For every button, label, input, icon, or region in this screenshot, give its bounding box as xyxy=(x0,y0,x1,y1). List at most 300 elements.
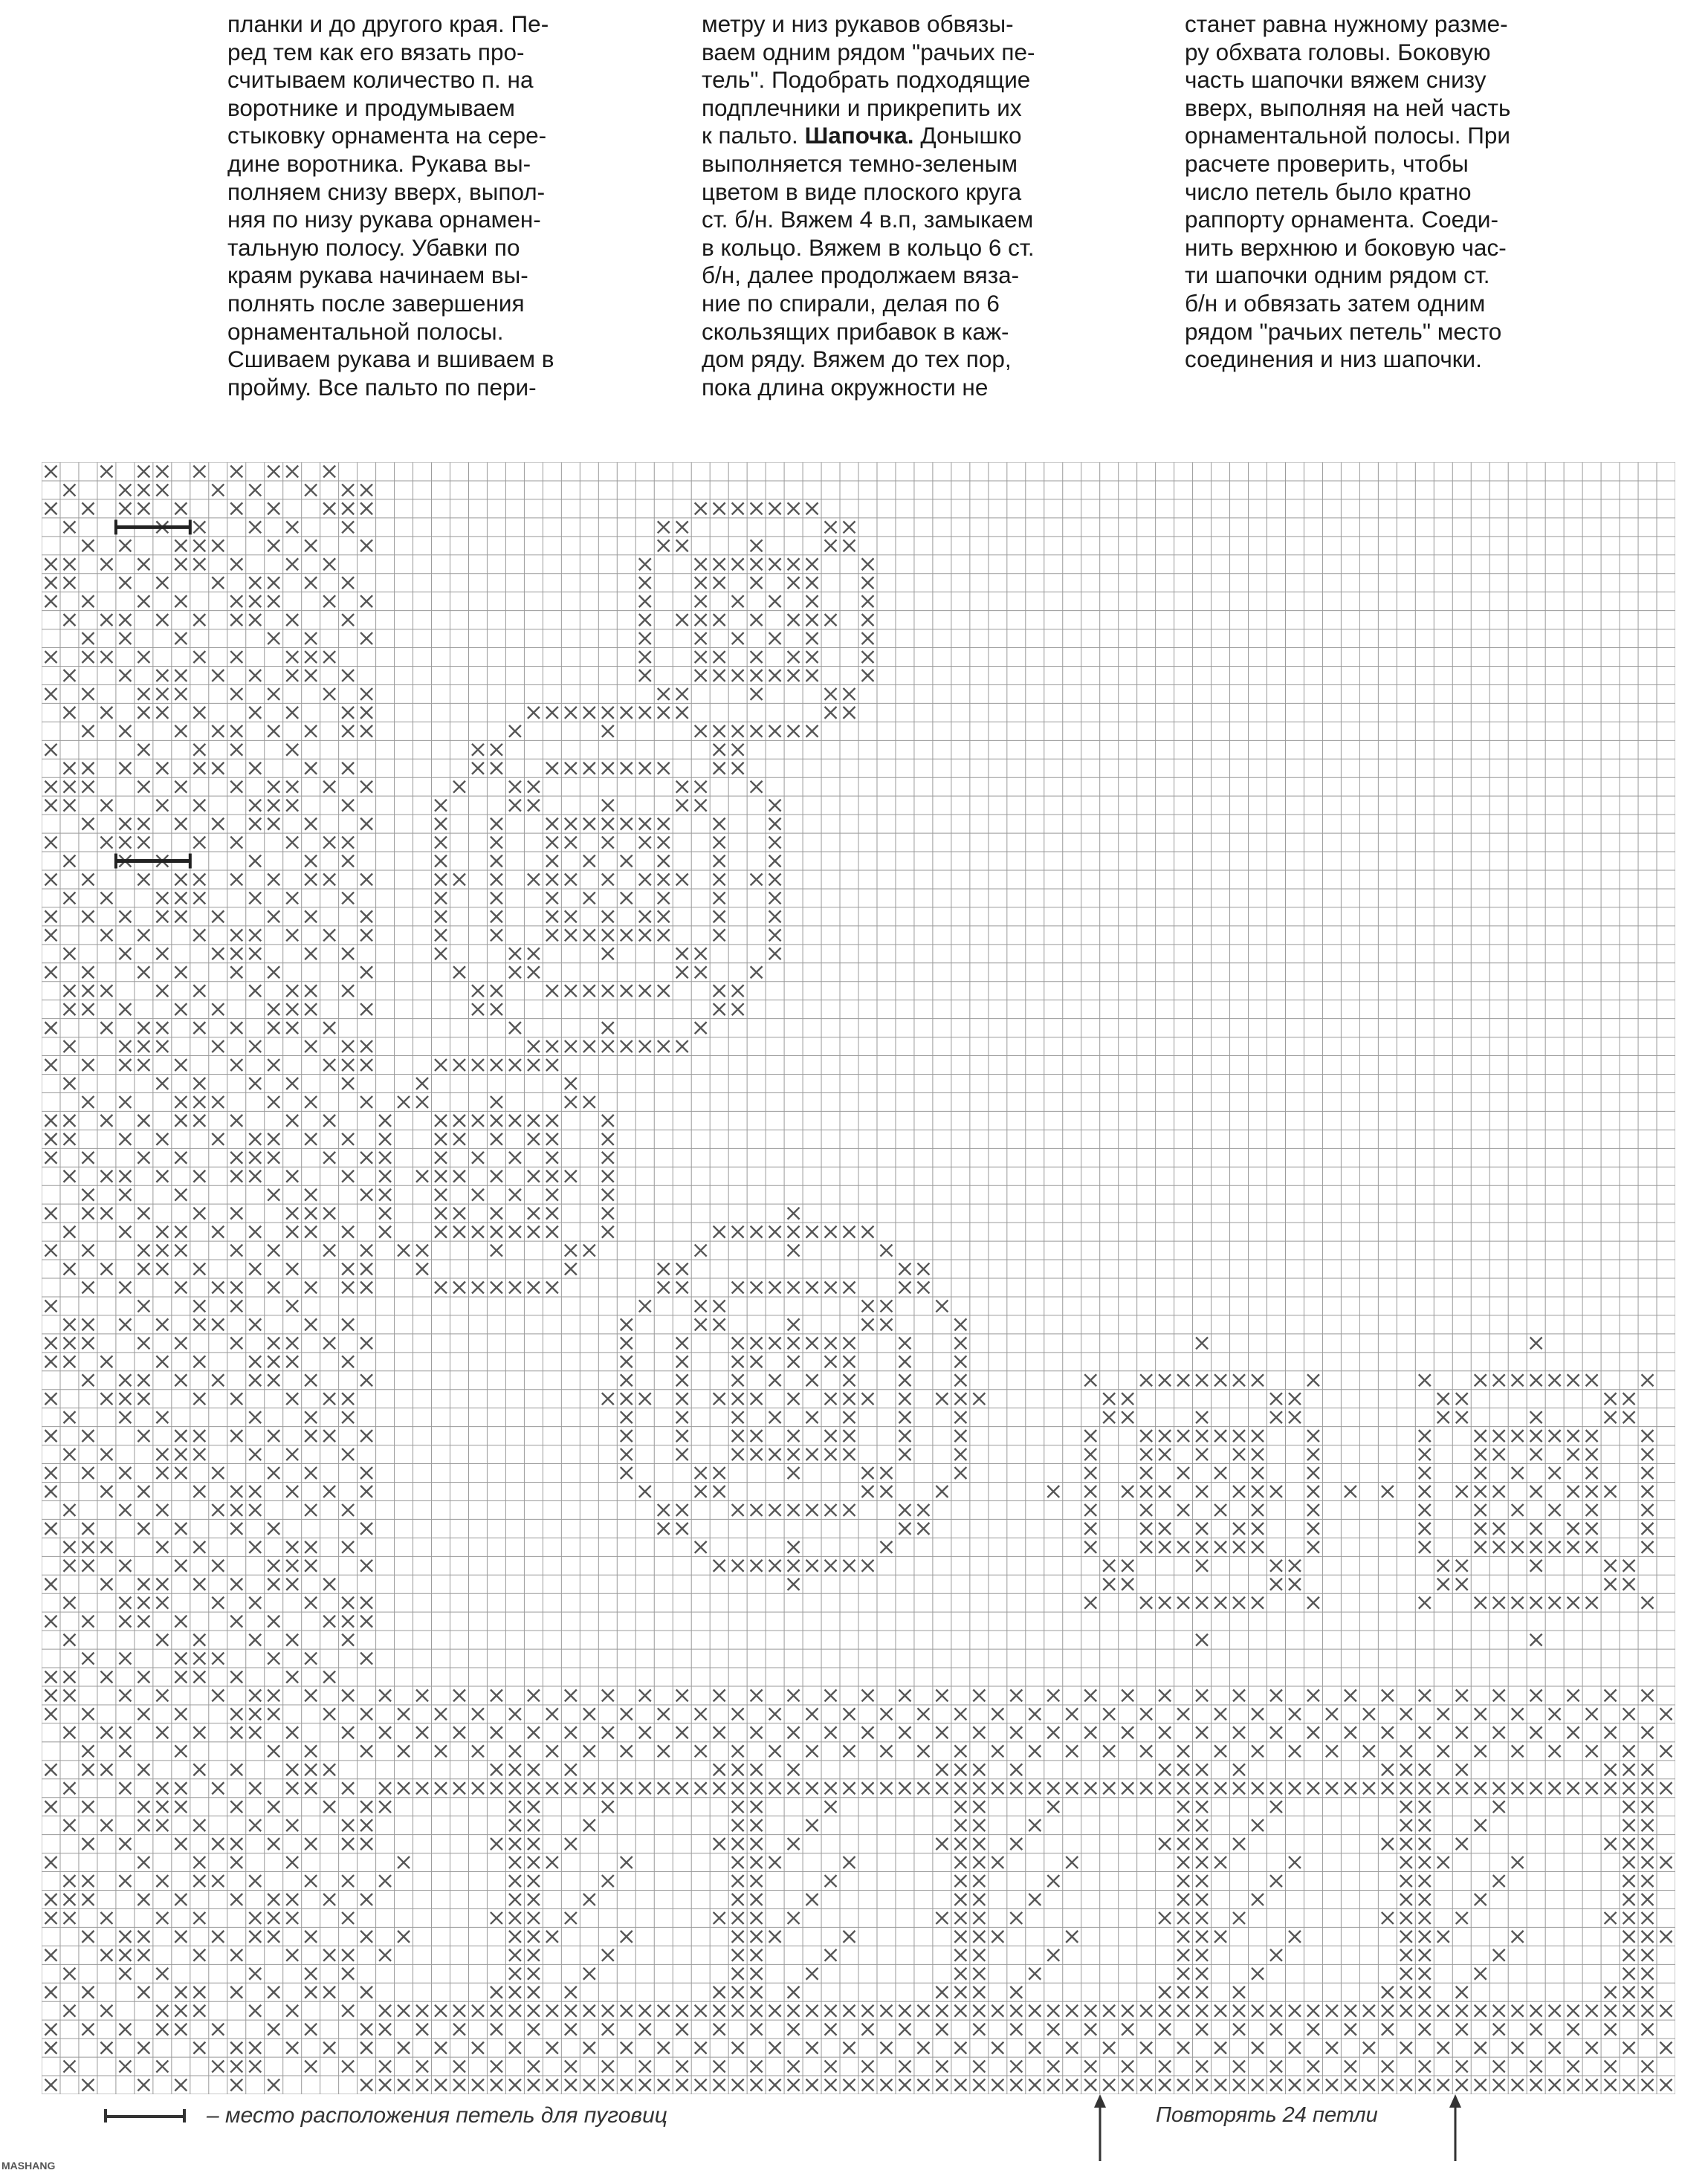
stitch-cross xyxy=(695,651,707,663)
stitch-cross xyxy=(583,1040,595,1052)
stitch-cross xyxy=(63,1875,75,1887)
stitch-cross xyxy=(788,1281,800,1293)
stitch-cross xyxy=(899,1523,910,1535)
stitch-cross xyxy=(175,1059,187,1071)
stitch-cross xyxy=(1345,2061,1356,2073)
stitch-cross xyxy=(119,1653,131,1665)
stitch-cross xyxy=(825,2024,837,2036)
stitch-cross xyxy=(1345,2079,1356,2091)
stitch-cross xyxy=(695,2042,707,2054)
stitch-cross xyxy=(305,577,317,589)
stitch-cross xyxy=(676,873,688,885)
stitch-cross xyxy=(230,1059,242,1071)
stitch-cross xyxy=(138,1578,149,1590)
stitch-cross xyxy=(453,1170,465,1182)
stitch-cross xyxy=(528,1726,540,1738)
stitch-cross xyxy=(788,651,800,663)
stitch-cross xyxy=(342,1875,354,1887)
stitch-cross xyxy=(565,2024,577,2036)
stitch-cross xyxy=(714,2024,725,2036)
stitch-cross xyxy=(63,762,75,774)
stitch-cross xyxy=(695,1541,707,1553)
stitch-cross xyxy=(639,558,651,570)
stitch-cross xyxy=(230,966,242,978)
stitch-cross xyxy=(621,855,633,867)
stitch-cross xyxy=(676,688,688,700)
stitch-cross xyxy=(621,2079,633,2091)
text-column-2 xyxy=(702,10,1103,401)
stitch-cross xyxy=(1419,1430,1431,1442)
stitch-cross xyxy=(82,1337,94,1349)
stitch-cross xyxy=(751,1819,763,1831)
stitch-cross xyxy=(249,1912,261,1924)
stitch-cross xyxy=(1196,1634,1208,1646)
stitch-cross xyxy=(1605,1986,1617,1998)
stitch-cross xyxy=(732,1764,744,1775)
stitch-cross xyxy=(1512,2005,1524,2017)
stitch-cross xyxy=(1475,2042,1487,2054)
stitch-cross xyxy=(1530,1541,1542,1553)
stitch-cross xyxy=(230,595,242,607)
stitch-cross xyxy=(1493,1801,1505,1813)
stitch-cross xyxy=(973,2024,985,2036)
stitch-cross xyxy=(435,1133,447,1145)
stitch-cross xyxy=(212,1689,224,1701)
stitch-cross xyxy=(286,1208,298,1220)
stitch-cross xyxy=(825,1337,837,1349)
stitch-cross xyxy=(45,1486,56,1497)
stitch-cross xyxy=(156,1170,168,1182)
stitch-cross xyxy=(509,2005,521,2017)
stitch-cross xyxy=(695,1782,707,1794)
stitch-cross xyxy=(342,892,354,904)
stitch-cross xyxy=(82,1152,94,1164)
stitch-cross xyxy=(1530,1782,1542,1794)
stitch-cross xyxy=(379,1170,391,1182)
stitch-cross xyxy=(954,1411,966,1423)
stitch-cross xyxy=(175,1448,187,1460)
stitch-cross xyxy=(621,2042,633,2054)
stitch-cross xyxy=(268,1356,279,1367)
text-line: пройму. Все пальто по пери- xyxy=(227,373,537,401)
stitch-cross xyxy=(806,1708,818,1720)
stitch-cross xyxy=(138,2042,149,2054)
stitch-cross xyxy=(806,1504,818,1516)
stitch-cross xyxy=(936,1393,948,1405)
stitch-cross xyxy=(249,1152,261,1164)
stitch-cross xyxy=(788,1764,800,1775)
stitch-cross xyxy=(453,1208,465,1220)
stitch-cross xyxy=(175,1745,187,1757)
stitch-cross xyxy=(565,1838,577,1850)
stitch-cross xyxy=(825,707,837,719)
stitch-cross xyxy=(825,1393,837,1405)
stitch-cross xyxy=(63,1078,75,1089)
stitch-cross xyxy=(100,1393,112,1405)
stitch-cross xyxy=(899,1430,910,1442)
stitch-cross xyxy=(175,1782,187,1794)
stitch-cross xyxy=(45,873,56,885)
stitch-cross xyxy=(992,1856,1003,1868)
stitch-cross xyxy=(1568,1782,1579,1794)
repeat-note: Повторять 24 петли xyxy=(1156,2103,1378,2127)
stitch-cross xyxy=(509,1856,521,1868)
stitch-cross xyxy=(138,837,149,849)
stitch-cross xyxy=(806,577,818,589)
stitch-cross xyxy=(435,818,447,830)
stitch-cross xyxy=(1122,1411,1133,1423)
stitch-cross xyxy=(1642,1541,1654,1553)
stitch-cross xyxy=(156,1245,168,1257)
stitch-cross xyxy=(1586,1597,1598,1609)
stitch-cross xyxy=(1660,1782,1672,1794)
stitch-cross xyxy=(658,892,670,904)
stitch-cross xyxy=(751,1560,763,1572)
stitch-cross xyxy=(732,762,744,774)
stitch-cross xyxy=(565,762,577,774)
stitch-cross xyxy=(100,1208,112,1220)
stitch-cross xyxy=(45,910,56,922)
stitch-cross xyxy=(82,1523,94,1535)
stitch-cross xyxy=(138,1430,149,1442)
stitch-cross xyxy=(1568,1430,1579,1442)
stitch-cross xyxy=(323,1059,335,1071)
stitch-cross xyxy=(546,2005,558,2017)
stitch-cross xyxy=(1066,1745,1078,1757)
stitch-cross xyxy=(1382,2005,1394,2017)
stitch-cross xyxy=(360,1653,372,1665)
stitch-cross xyxy=(342,985,354,997)
stitch-cross xyxy=(1475,1819,1487,1831)
pattern-grid xyxy=(42,462,1675,2094)
stitch-cross xyxy=(342,1912,354,1924)
stitch-cross xyxy=(63,1003,75,1015)
stitch-cross xyxy=(119,725,131,737)
stitch-cross xyxy=(472,1189,484,1201)
stitch-cross xyxy=(1530,1726,1542,1738)
stitch-cross xyxy=(899,2061,910,2073)
stitch-cross xyxy=(286,1356,298,1367)
stitch-cross xyxy=(342,502,354,514)
stitch-cross xyxy=(1642,1894,1654,1905)
stitch-cross xyxy=(1456,1393,1468,1405)
stitch-cross xyxy=(1270,2024,1282,2036)
stitch-cross xyxy=(732,1745,744,1757)
stitch-cross xyxy=(491,1115,502,1127)
stitch-cross xyxy=(1084,2061,1096,2073)
stitch-cross xyxy=(509,1819,521,1831)
stitch-cross xyxy=(1493,1448,1505,1460)
stitch-cross xyxy=(1605,1486,1617,1497)
stitch-cross xyxy=(1493,1430,1505,1442)
stitch-cross xyxy=(119,1616,131,1628)
stitch-cross xyxy=(1363,1782,1375,1794)
stitch-cross xyxy=(825,1782,837,1794)
stitch-cross xyxy=(45,1430,56,1442)
stitch-cross xyxy=(695,614,707,626)
stitch-cross xyxy=(1307,1504,1319,1516)
stitch-cross xyxy=(63,1894,75,1905)
stitch-cross xyxy=(82,1931,94,1943)
stitch-cross xyxy=(305,484,317,496)
stitch-cross xyxy=(323,1337,335,1349)
stitch-cross xyxy=(658,837,670,849)
stitch-cross xyxy=(1382,2079,1394,2091)
stitch-cross xyxy=(602,837,614,849)
stitch-cross xyxy=(1493,1597,1505,1609)
stitch-cross xyxy=(82,781,94,793)
stitch-cross xyxy=(360,1616,372,1628)
stitch-cross xyxy=(1159,1597,1171,1609)
stitch-cross xyxy=(751,966,763,978)
stitch-cross xyxy=(268,800,279,812)
stitch-cross xyxy=(1642,2024,1654,2036)
stitch-cross xyxy=(472,1745,484,1757)
stitch-cross xyxy=(342,1356,354,1367)
stitch-cross xyxy=(342,577,354,589)
stitch-cross xyxy=(1177,1745,1189,1757)
stitch-cross xyxy=(63,2005,75,2017)
stitch-cross xyxy=(1289,1745,1301,1757)
stitch-cross xyxy=(658,2042,670,2054)
text-line: полняем снизу вверх, выпол- xyxy=(227,178,546,205)
stitch-cross xyxy=(676,1504,688,1516)
stitch-cross xyxy=(175,1838,187,1850)
stitch-cross xyxy=(825,1949,837,1961)
stitch-cross xyxy=(1456,1782,1468,1794)
stitch-cross xyxy=(1400,1819,1412,1831)
stitch-cross xyxy=(268,540,279,551)
stitch-cross xyxy=(1623,2079,1635,2091)
stitch-cross xyxy=(156,1078,168,1089)
stitch-cross xyxy=(305,1504,317,1516)
stitch-cross xyxy=(1140,1486,1152,1497)
stitch-cross xyxy=(528,1764,540,1775)
stitch-cross xyxy=(546,762,558,774)
stitch-cross xyxy=(1289,2042,1301,2054)
stitch-cross xyxy=(305,651,317,663)
stitch-cross xyxy=(249,1411,261,1423)
stitch-cross xyxy=(992,2079,1003,2091)
stitch-cross xyxy=(973,1875,985,1887)
stitch-cross xyxy=(936,1764,948,1775)
stitch-cross xyxy=(193,1578,205,1590)
stitch-cross xyxy=(342,1133,354,1145)
stitch-cross xyxy=(714,929,725,941)
text-line: ст. б/н. Вяжем 4 в.п, замыкаем xyxy=(702,206,1034,233)
stitch-cross xyxy=(1029,1708,1041,1720)
stitch-cross xyxy=(769,1337,781,1349)
stitch-cross xyxy=(528,1170,540,1182)
stitch-cross xyxy=(732,1448,744,1460)
stitch-cross xyxy=(1196,1430,1208,1442)
stitch-cross xyxy=(806,558,818,570)
stitch-cross xyxy=(732,2005,744,2017)
stitch-cross xyxy=(899,2024,910,2036)
stitch-cross xyxy=(695,1300,707,1312)
stitch-cross xyxy=(138,1022,149,1034)
stitch-cross xyxy=(714,502,725,514)
stitch-cross xyxy=(639,632,651,644)
stitch-cross xyxy=(1623,1745,1635,1757)
stitch-cross xyxy=(268,1689,279,1701)
stitch-cross xyxy=(1307,1467,1319,1479)
stitch-cross xyxy=(212,1133,224,1145)
stitch-cross xyxy=(230,948,242,959)
stitch-cross xyxy=(323,1801,335,1813)
stitch-cross xyxy=(1252,1448,1264,1460)
stitch-cross xyxy=(1084,1486,1096,1497)
stitch-cross xyxy=(138,1245,149,1257)
stitch-cross xyxy=(1493,2061,1505,2073)
stitch-cross xyxy=(1289,2079,1301,2091)
stitch-cross xyxy=(268,1616,279,1628)
stitch-cross xyxy=(416,1782,428,1794)
stitch-cross xyxy=(156,1541,168,1553)
stitch-cross xyxy=(621,707,633,719)
stitch-cross xyxy=(1214,1856,1226,1868)
stitch-cross xyxy=(286,1170,298,1182)
stitch-cross xyxy=(379,1875,391,1887)
stitch-cross xyxy=(1177,1801,1189,1813)
stitch-cross xyxy=(1568,1726,1579,1738)
stitch-cross xyxy=(1103,2042,1115,2054)
stitch-cross xyxy=(769,929,781,941)
stitch-cross xyxy=(323,2042,335,2054)
stitch-cross xyxy=(268,1374,279,1386)
stitch-cross xyxy=(1270,2005,1282,2017)
stitch-cross xyxy=(936,1838,948,1850)
stitch-cross xyxy=(954,1393,966,1405)
stitch-cross xyxy=(732,1430,744,1442)
stitch-cross xyxy=(212,2061,224,2073)
stitch-cross xyxy=(249,985,261,997)
stitch-cross xyxy=(453,1689,465,1701)
stitch-cross xyxy=(788,1356,800,1367)
stitch-cross xyxy=(1140,1448,1152,1460)
stitch-cross xyxy=(751,1801,763,1813)
stitch-cross xyxy=(249,1448,261,1460)
stitch-cross xyxy=(1437,1931,1449,1943)
stitch-cross xyxy=(1214,1374,1226,1386)
stitch-cross xyxy=(435,892,447,904)
stitch-cross xyxy=(1363,2079,1375,2091)
stitch-cross xyxy=(175,1096,187,1108)
stitch-cross xyxy=(528,1782,540,1794)
stitch-cross xyxy=(379,1208,391,1220)
stitch-cross xyxy=(1400,2005,1412,2017)
stitch-cross xyxy=(1530,1486,1542,1497)
stitch-cross xyxy=(193,1115,205,1127)
stitch-cross xyxy=(1642,1782,1654,1794)
stitch-cross xyxy=(1307,2024,1319,2036)
stitch-cross xyxy=(751,781,763,793)
stitch-cross xyxy=(714,1560,725,1572)
stitch-cross xyxy=(230,1726,242,1738)
stitch-cross xyxy=(1177,1875,1189,1887)
text-line-with-heading xyxy=(702,122,1103,150)
stitch-cross xyxy=(230,873,242,885)
stitch-cross xyxy=(45,2042,56,2054)
stitch-cross xyxy=(658,1782,670,1794)
stitch-cross xyxy=(1530,2024,1542,2036)
stitch-cross xyxy=(695,632,707,644)
stitch-cross xyxy=(844,1226,855,1238)
stitch-cross xyxy=(1605,2079,1617,2091)
stitch-cross xyxy=(491,1281,502,1293)
stitch-cross xyxy=(156,762,168,774)
stitch-cross xyxy=(416,1263,428,1275)
stitch-cross xyxy=(100,651,112,663)
stitch-cross xyxy=(1270,1486,1282,1497)
stitch-cross xyxy=(230,2061,242,2073)
stitch-cross xyxy=(82,1374,94,1386)
stitch-cross xyxy=(212,762,224,774)
stitch-cross xyxy=(1345,1689,1356,1701)
stitch-cross xyxy=(1084,1448,1096,1460)
stitch-cross xyxy=(360,1263,372,1275)
text-line: цветом в виде плоского круга xyxy=(702,178,1022,205)
stitch-cross xyxy=(45,966,56,978)
stitch-cross xyxy=(751,577,763,589)
stitch-cross xyxy=(472,985,484,997)
stitch-cross xyxy=(360,632,372,644)
stitch-cross xyxy=(156,614,168,626)
stitch-cross xyxy=(602,910,614,922)
stitch-cross xyxy=(1084,1597,1096,1609)
stitch-cross xyxy=(1568,2079,1579,2091)
stitch-cross xyxy=(82,818,94,830)
stitch-cross xyxy=(1549,2005,1561,2017)
stitch-cross xyxy=(138,1986,149,1998)
stitch-cross xyxy=(360,2079,372,2091)
stitch-cross xyxy=(268,1745,279,1757)
stitch-cross xyxy=(658,707,670,719)
stitch-cross xyxy=(602,929,614,941)
stitch-cross xyxy=(844,1782,855,1794)
stitch-cross xyxy=(751,1356,763,1367)
stitch-cross xyxy=(249,1726,261,1738)
stitch-cross xyxy=(453,1726,465,1738)
stitch-cross xyxy=(175,725,187,737)
stitch-cross xyxy=(1233,2079,1245,2091)
stitch-cross xyxy=(658,2079,670,2091)
stitch-cross xyxy=(565,1078,577,1089)
stitch-cross xyxy=(1122,1726,1133,1738)
stitch-cross xyxy=(249,818,261,830)
stitch-cross xyxy=(658,762,670,774)
stitch-cross xyxy=(435,948,447,959)
stitch-cross xyxy=(1493,1486,1505,1497)
stitch-cross xyxy=(323,465,335,477)
stitch-cross xyxy=(379,2005,391,2017)
stitch-cross xyxy=(1214,2005,1226,2017)
stitch-cross xyxy=(45,800,56,812)
stitch-cross xyxy=(212,2024,224,2036)
stitch-cross xyxy=(82,2024,94,2036)
stitch-cross xyxy=(1326,1782,1338,1794)
stitch-cross xyxy=(861,2061,873,2073)
stitch-cross xyxy=(45,1856,56,1868)
stitch-cross xyxy=(1382,1782,1394,1794)
stitch-cross xyxy=(732,1894,744,1905)
stitch-cross xyxy=(472,1281,484,1293)
stitch-cross xyxy=(1400,1986,1412,1998)
stitch-cross xyxy=(714,577,725,589)
stitch-cross xyxy=(138,1300,149,1312)
stitch-cross xyxy=(769,2042,781,2054)
stitch-cross xyxy=(1010,1726,1022,1738)
